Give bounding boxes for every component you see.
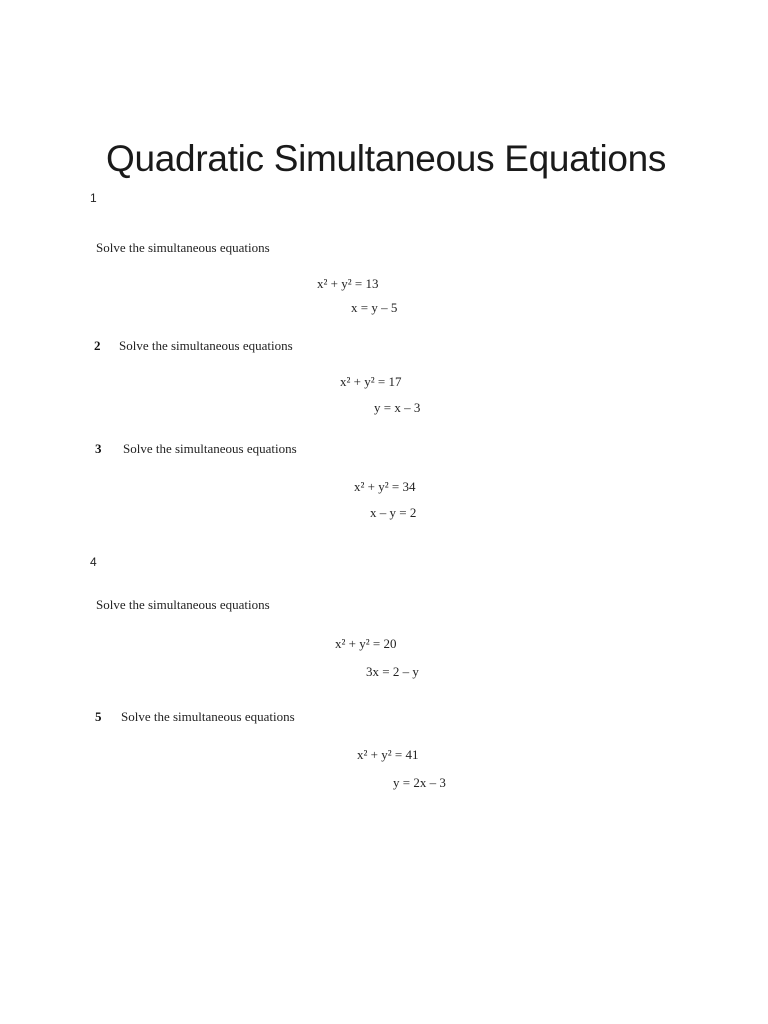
question-number: 2 — [94, 338, 101, 353]
equation-2: y = x – 3 — [374, 400, 421, 415]
question-number: 3 — [95, 441, 102, 456]
page-title: Quadratic Simultaneous Equations — [106, 138, 667, 179]
question-number: 4 — [90, 555, 97, 569]
question-prompt: Solve the simultaneous equations — [119, 338, 293, 353]
question-prompt: Solve the simultaneous equations — [123, 441, 297, 456]
question-prompt: Solve the simultaneous equations — [121, 709, 295, 724]
equation-1: x² + y² = 34 — [354, 479, 416, 494]
question-prompt: Solve the simultaneous equations — [96, 597, 270, 612]
question-number: 1 — [90, 191, 97, 205]
equation-2: x = y – 5 — [351, 300, 398, 315]
equation-1: x² + y² = 41 — [357, 747, 419, 762]
equation-1: x² + y² = 20 — [335, 636, 397, 651]
equation-2: x – y = 2 — [370, 505, 417, 520]
equation-2: 3x = 2 – y — [366, 664, 419, 679]
question-number: 5 — [95, 709, 102, 724]
question-prompt: Solve the simultaneous equations — [96, 240, 270, 255]
equation-1: x² + y² = 13 — [317, 276, 379, 291]
equation-1: x² + y² = 17 — [340, 374, 402, 389]
equation-2: y = 2x – 3 — [393, 775, 446, 790]
